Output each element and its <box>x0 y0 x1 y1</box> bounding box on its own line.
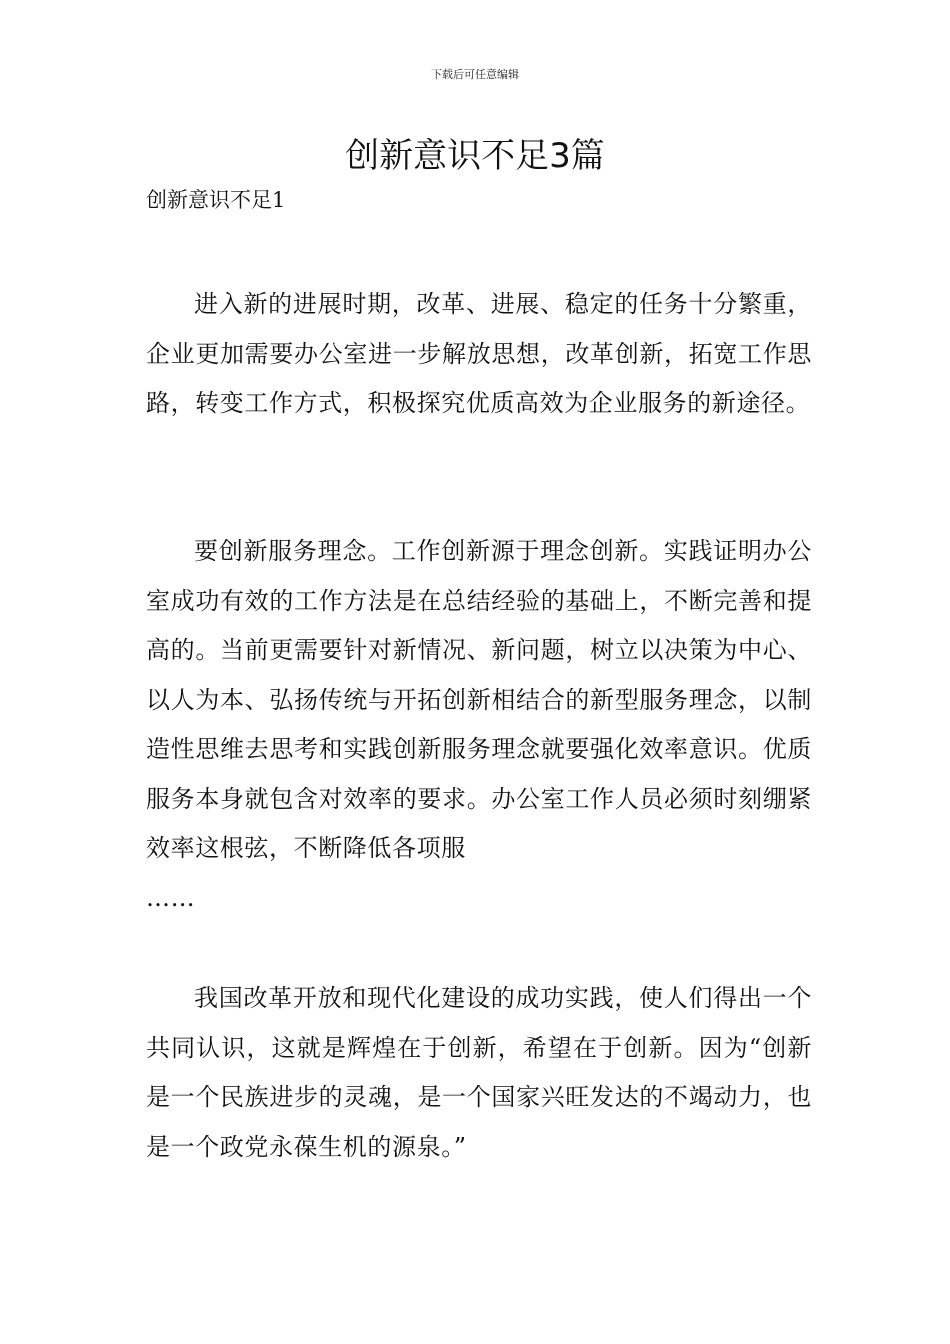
paragraph-2 <box>146 527 812 923</box>
paragraph-2-text: 要创新服务理念。工作创新源于理念创新。实践证明办公室成功有效的工作方法是在总结经验的基础上，不断完善和提高的。当前更需要针对新情况、新问题，树立以决策为中心、以人为本、弘扬传统与开拓创新相结合的新型服务理念，以制造性思维去思考和实践创新服务理念就要强化效率意识。优质服务本身就包含对效率的要求。办公室工作人员必须时刻绷紧效率这根弦，不断降低各项服 <box>146 537 812 862</box>
paragraph-3 <box>146 974 812 1172</box>
paragraph-1-text: 进入新的进展时期，改革、进展、稳定的任务十分繁重，企业更加需要办公室进一步解放思想，改革创新，拓宽工作思路，转变工作方式，积极探究优质高效为企业服务的新途径。 <box>146 290 812 417</box>
section-heading: 创新意识不足1 <box>146 188 286 212</box>
document-title: 创新意识不足3篇 <box>345 136 605 176</box>
paragraph-1 <box>146 280 812 429</box>
header-note: 下载后可任意编辑 <box>431 68 519 81</box>
truncation-ellipsis: …… <box>146 883 196 912</box>
paragraph-3-text: 我国改革开放和现代化建设的成功实践，使人们得出一个共同认识，这就是辉煌在于创新，希望在于创新。因为“创新是一个民族进步的灵魂，是一个国家兴旺发达的不竭动力，也是一个政党永葆生机的源泉。” <box>146 984 812 1161</box>
